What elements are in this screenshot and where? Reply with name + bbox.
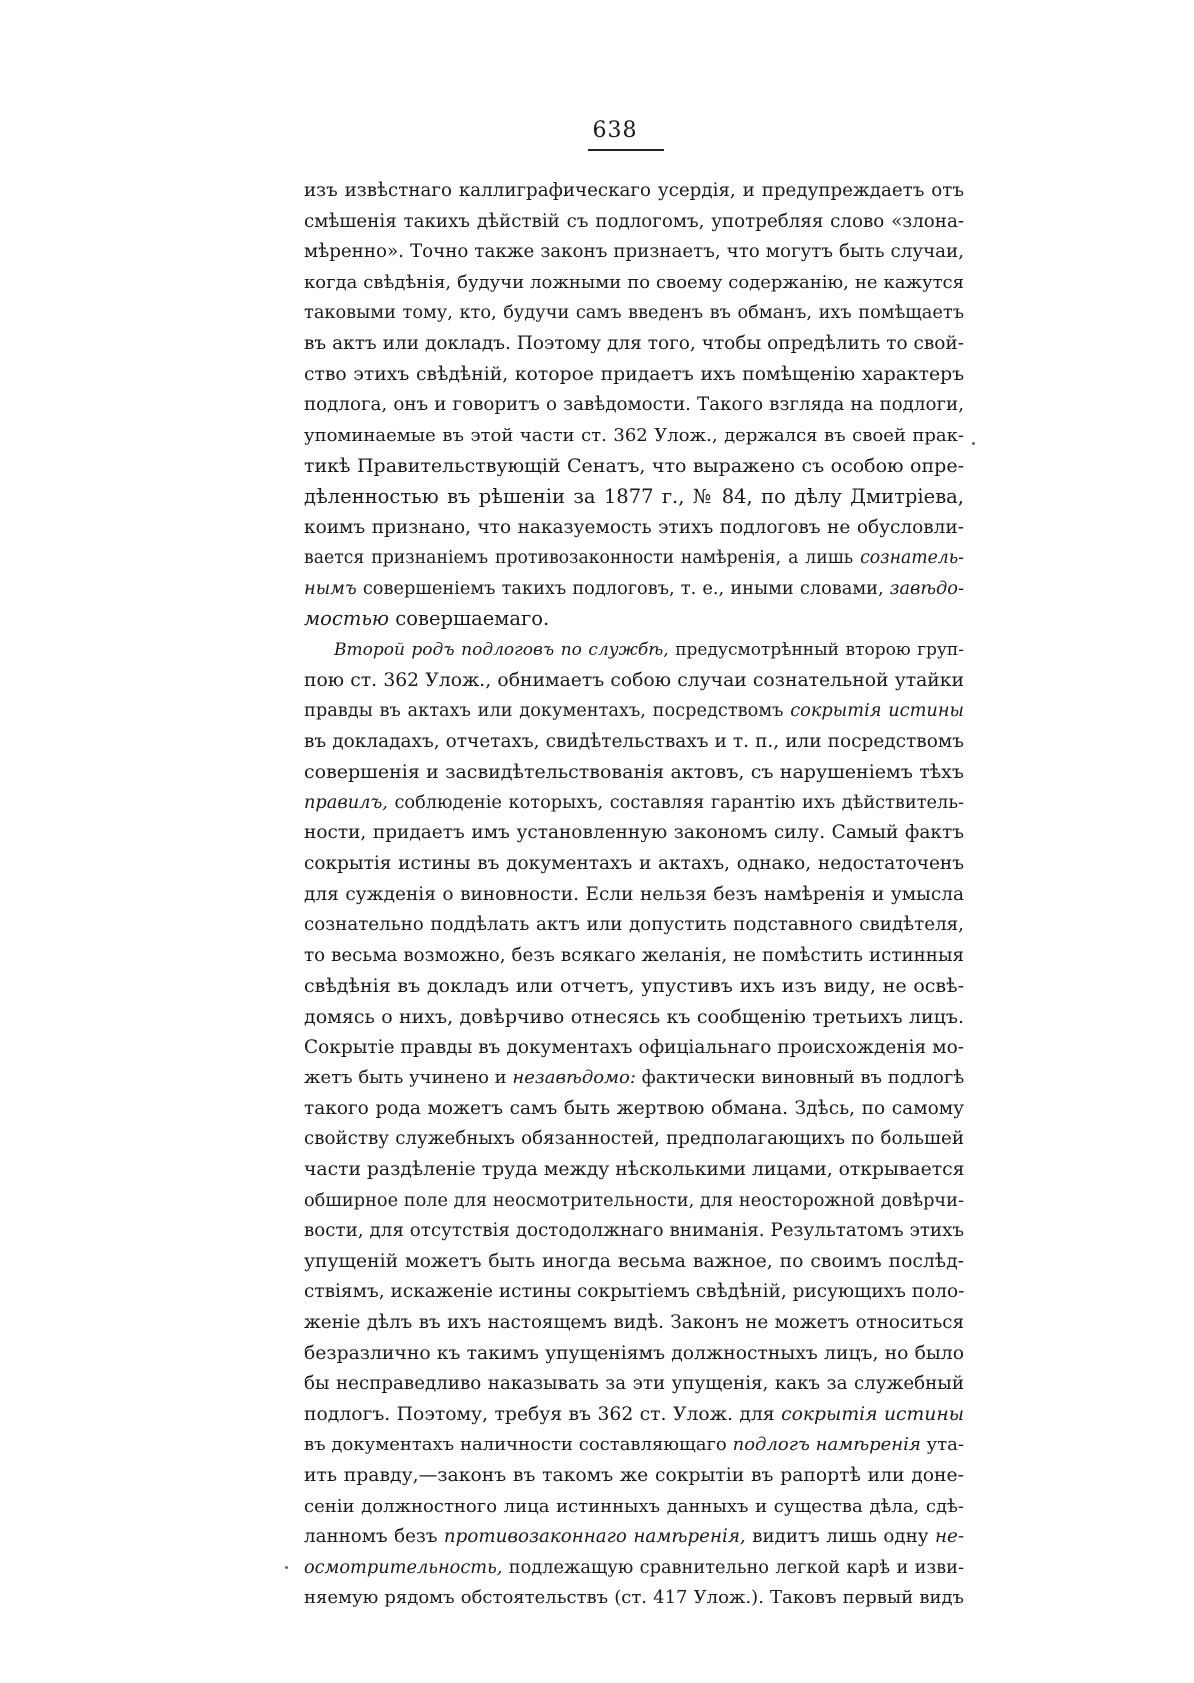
italic-text: не- <box>935 1526 964 1548</box>
text-run: изъ извѣстнаго каллиграфическаго усердія, и предупреждаетъ отъ <box>304 180 964 201</box>
text-line <box>304 1522 964 1553</box>
text-run: вается признаніемъ противозаконности намѣренія, а лишь <box>304 548 861 569</box>
text-line <box>304 818 964 849</box>
text-line <box>304 1124 964 1155</box>
text-line <box>304 757 964 788</box>
italic-text: сокрытія истины <box>781 1403 964 1425</box>
text-line <box>304 421 964 452</box>
text-line <box>304 482 964 513</box>
text-run: правды въ актахъ или документахъ, посредствомъ <box>304 701 791 722</box>
text-line <box>304 666 964 697</box>
italic-text: завѣдо- <box>889 578 964 599</box>
text-run: таковыми тому, кто, будучи самъ введенъ въ обманъ, ихъ помѣщаетъ <box>304 303 964 324</box>
text-run: коимъ признано, что наказуемость этихъ подлоговъ не обусловли- <box>304 516 964 538</box>
text-line <box>304 237 964 268</box>
text-line <box>304 635 964 666</box>
text-line <box>304 1461 964 1492</box>
text-line <box>304 1277 964 1308</box>
text-line <box>304 941 964 972</box>
italic-text: нымъ <box>304 578 357 599</box>
text-run: ности, придаетъ имъ установленную закономъ силу. Самый фактъ <box>304 822 964 844</box>
text-run: мѣренно». Точно также законъ признаетъ, что могутъ быть случаи, <box>304 241 964 263</box>
text-line <box>304 1094 964 1125</box>
text-line <box>304 543 964 574</box>
italic-text: правилъ, <box>304 792 388 813</box>
text-line <box>304 329 964 360</box>
text-run: свѣдѣнія въ докладъ или отчетъ, упустивъ ихъ изъ виду, не освѣ- <box>304 975 964 998</box>
text-line <box>304 604 964 635</box>
italic-text: осмотрительность, <box>304 1557 503 1578</box>
text-run: ить правду,—законъ въ такомъ же сокрытіи въ рапортѣ или доне- <box>304 1464 964 1486</box>
text-line <box>304 176 964 207</box>
text-line <box>304 849 964 880</box>
text-run: въ актъ или докладъ. Поэтому для того, чтобы опредѣлить то свой- <box>304 332 964 354</box>
text-line <box>304 1155 964 1186</box>
text-line <box>304 880 964 911</box>
text-run: бы несправедливо наказывать за эти упущенія, какъ за служебный <box>304 1373 964 1395</box>
text-line <box>304 1308 964 1339</box>
text-run: вости, для отсутствія достодолжнаго вниманія. Результатомъ этихъ <box>304 1220 964 1242</box>
body-text <box>304 176 964 1614</box>
text-run: фактически виновный въ подлогѣ <box>635 1067 965 1089</box>
text-line <box>304 1247 964 1278</box>
text-run: безразлично къ такимъ упущеніямъ должностныхъ лицъ, но было <box>304 1342 964 1364</box>
text-run: когда свѣдѣнія, будучи ложными по своему содержанію, не кажутся <box>304 271 964 293</box>
text-line <box>304 1216 964 1247</box>
text-line <box>304 360 964 391</box>
text-run: совершеніемъ такихъ подлоговъ, т. е., иными словами, <box>356 578 890 599</box>
text-run: обширное поле для неосмотрительности, для неосторожной довѣрчи- <box>304 1190 964 1211</box>
text-line <box>304 1583 964 1614</box>
text-run: подлогъ. Поэтому, требуя въ 362 ст. Улож. для <box>304 1403 782 1425</box>
text-line <box>304 1400 964 1431</box>
text-run: для сужденія о виновности. Если нельзя безъ намѣренія и умысла <box>304 883 964 905</box>
text-run: подлежащую сравнительно легкой карѣ и изви- <box>502 1557 964 1578</box>
text-run: въ докладахъ, отчетахъ, свидѣтельствахъ и т. п., или посредствомъ <box>304 730 964 752</box>
text-line <box>304 971 964 1002</box>
text-line <box>304 1063 964 1094</box>
italic-text: незавѣдомо: <box>512 1067 636 1089</box>
text-run: свойству служебныхъ обязанностей, предполагающихъ по большей <box>304 1128 964 1150</box>
text-run: видитъ лишь одну <box>745 1526 935 1548</box>
text-line <box>304 1186 964 1217</box>
text-line <box>304 1492 964 1523</box>
text-line <box>304 727 964 758</box>
text-run: ута- <box>920 1434 964 1456</box>
text-run: тикѣ Правительствующій Сенатъ, что выражено съ особою опре- <box>304 455 964 478</box>
text-run: совершаемаго. <box>389 607 550 631</box>
text-line <box>304 513 964 544</box>
text-line <box>304 268 964 299</box>
text-line <box>304 298 964 329</box>
text-run: сознательно поддѣлать актъ или допустить подставного свидѣтеля, <box>304 914 964 936</box>
text-run: подлога, онъ и говоритъ о завѣдомости. Такого взгляда на подлоги, <box>304 394 964 416</box>
text-run: соблюденіе которыхъ, составляя гарантію ихъ дѣйствитель- <box>387 792 964 813</box>
text-run: ствіямъ, искаженіе истины сокрытіемъ свѣдѣній, рисующихъ поло- <box>304 1281 965 1303</box>
text-line <box>304 788 964 819</box>
text-run: домясь о нихъ, довѣрчиво отнесясь къ сообщенію третьихъ лицъ. <box>304 1006 964 1029</box>
text-run: ланномъ безъ <box>304 1526 444 1548</box>
text-line <box>304 574 964 605</box>
italic-text: Второй родъ подлоговъ по службѣ, <box>334 639 669 660</box>
text-line <box>304 451 964 482</box>
print-speck <box>285 1566 288 1569</box>
text-run: то весьма возможно, безъ всякаго желанія, не помѣстить истинныя <box>304 944 964 966</box>
italic-text: противозаконнаго намѣренія, <box>443 1526 746 1548</box>
text-run: сеніи должностного лица истинныхъ данныхъ и существа дѣла, сдѣ- <box>304 1495 964 1517</box>
print-speck <box>972 442 975 445</box>
text-run: упущеній можетъ быть иногда весьма важное, по своимъ послѣд- <box>304 1250 964 1272</box>
text-run: жетъ быть учинено и <box>304 1067 513 1089</box>
italic-text: подлогъ намѣренія <box>732 1434 921 1456</box>
text-line <box>304 696 964 727</box>
text-run: части раздѣленіе труда между нѣсколькими лицами, открывается <box>304 1159 965 1180</box>
text-line <box>304 207 964 238</box>
text-run: предусмотрѣнный второю груп- <box>668 639 964 660</box>
text-line <box>304 1002 964 1033</box>
text-line <box>304 390 964 421</box>
text-run: пою ст. 362 Улож., обнимаетъ собою случаи сознательной утайки <box>304 669 964 691</box>
text-run: сокрытія истины въ документахъ и актахъ, однако, недостаточенъ <box>304 853 964 875</box>
text-run: няемую рядомъ обстоятельствъ (ст. 417 Улож.). Таковъ первый видъ <box>304 1587 964 1609</box>
text-run: ство этихъ свѣдѣній, которое придаетъ ихъ помѣщенію характеръ <box>304 363 964 385</box>
italic-text: сокрытія истины <box>790 701 964 722</box>
text-line <box>304 910 964 941</box>
text-line <box>304 1430 964 1461</box>
text-run: женіе дѣлъ въ ихъ настоящемъ видѣ. Законъ не можетъ относиться <box>304 1311 964 1333</box>
text-run: такого рода можетъ самъ быть жертвою обмана. Здѣсь, по самому <box>304 1097 964 1119</box>
text-run: дѣленностью въ рѣшеніи за 1877 г., № 84, по дѣлу Дмитріева, <box>304 484 964 508</box>
text-line <box>304 1553 964 1584</box>
text-run: въ документахъ наличности составляющаго <box>304 1434 733 1456</box>
italic-text: мостью <box>304 607 390 631</box>
text-run: смѣшенія такихъ дѣйствій съ подлогомъ, употребляя слово «злона- <box>304 210 964 232</box>
text-run: упоминаемые въ этой части ст. 362 Улож., держался въ своей прак- <box>304 424 964 446</box>
italic-text: сознатель- <box>860 548 964 569</box>
page-number: 638 <box>592 118 638 143</box>
text-run: Сокрытіе правды въ документахъ офиціальнаго происхожденія мо- <box>304 1036 964 1058</box>
text-run: совершенія и засвидѣтельствованія актовъ, съ нарушеніемъ тѣхъ <box>304 761 964 784</box>
text-line <box>304 1369 964 1400</box>
text-line <box>304 1339 964 1370</box>
text-line <box>304 1033 964 1064</box>
page-number-underline <box>588 149 664 151</box>
